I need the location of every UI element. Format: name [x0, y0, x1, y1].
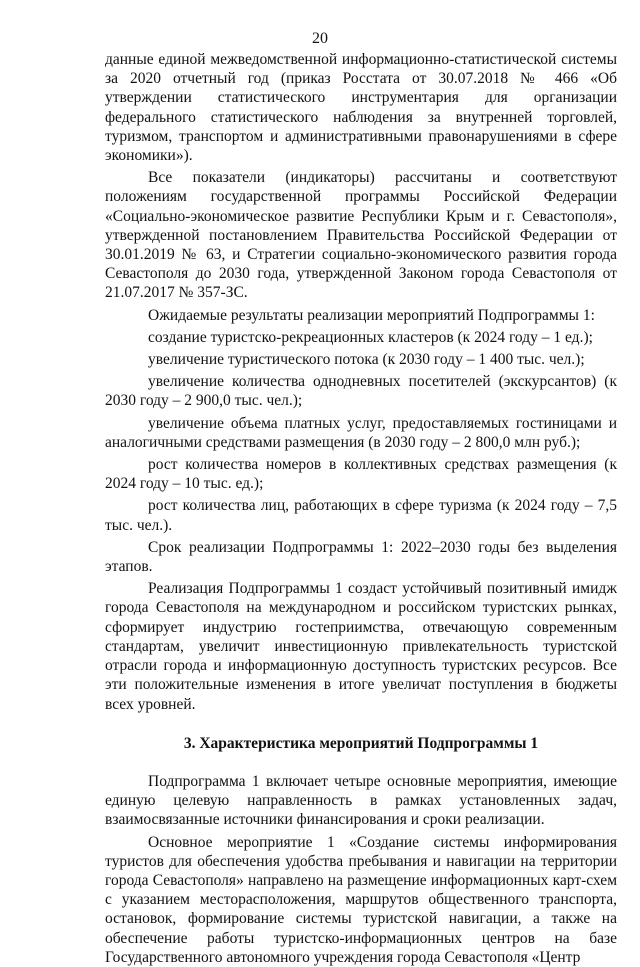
paragraph: Реализация Подпрограммы 1 создаст устойчивый позитивный имидж города Севастополя на международном и российском туристских рынках, сформирует индустрию гостеприимства, отвечающую современным стандартам, увеличит инвестиционную привлекательность туристской отрасли города и информационную доступность туристских ресурсов. Все эти положительные изменения в итоге увеличат поступления в бюджеты всех уровней. [105, 580, 617, 713]
list-item: увеличение объема платных услуг, предоставляемых гостиницами и аналогичными средствами размещения (в 2030 году – 2 800,0 млн руб.); [105, 414, 617, 451]
paragraph: Ожидаемые результаты реализации мероприятий Подпрограммы 1: [148, 306, 595, 324]
paragraph: Срок реализации Подпрограммы 1: 2022–2030 годы без выделения этапов. [105, 538, 617, 576]
paragraph: Все показатели (индикаторы) рассчитаны и соответствуют положениям государственной программы Российской Федерации «Социально-экономическое развитие Республики Крым и г. Севастополя», утвержденной постановлением Правительства Российской Федерации от 30.01.2019 № 63, и Стратегии социально-экономического развития города Севастополя до 2030 года, утвержденной Законом города Севастополя от 21.07.2017 № 357-ЗС. [105, 169, 617, 302]
list-item: увеличение туристического потока (к 2030 году – 1 400 тыс. чел.); [148, 351, 585, 369]
list-item: увеличение количества однодневных посетителей (экскурсантов) (к 2030 году – 2 900,0 тыс. чел.); [105, 373, 617, 410]
list-item: рост количества номеров в коллективных средствах размещения (к 2024 году – 10 тыс. ед.); [105, 456, 617, 493]
page-number: 20 [312, 30, 328, 47]
section-heading: 3. Характеристика мероприятий Подпрограммы 1 [183, 734, 539, 752]
paragraph: Подпрограмма 1 включает четыре основные мероприятия, имеющие единую целевую направленность в рамках установленных задач, взаимосвязанные источники финансирования и сроки реализации. [105, 772, 617, 829]
document-body [105, 50, 617, 967]
list-item: рост количества лиц, работающих в сфере туризма (к 2024 году – 7,5 тыс. чел.). [105, 497, 617, 534]
paragraph: Основное мероприятие 1 «Создание системы информирования туристов для обеспечения удобства пребывания и навигации на территории города Севастополя» направлено на размещение информационных карт-схем с указанием месторасположения, маршрутов общественного транспорта, остановок, формирование системы туристской навигации, а также на обеспечение работы туристско-информационных центров на базе Государственного автономного учреждения города Севастополя «Центр [105, 833, 617, 966]
paragraph: данные единой межведомственной информационно-статистической системы за 2020 отчетный год (приказ Росстата от 30.07.2018 № 466 «Об утверждении статистического инструментария для организации федерального статистического наблюдения за внутренней торговлей, туризмом, транспортом и административными правонарушениями в сфере экономики»). [105, 51, 617, 165]
list-item: создание туристско-рекреационных кластеров (к 2024 году – 1 ед.); [148, 328, 593, 346]
